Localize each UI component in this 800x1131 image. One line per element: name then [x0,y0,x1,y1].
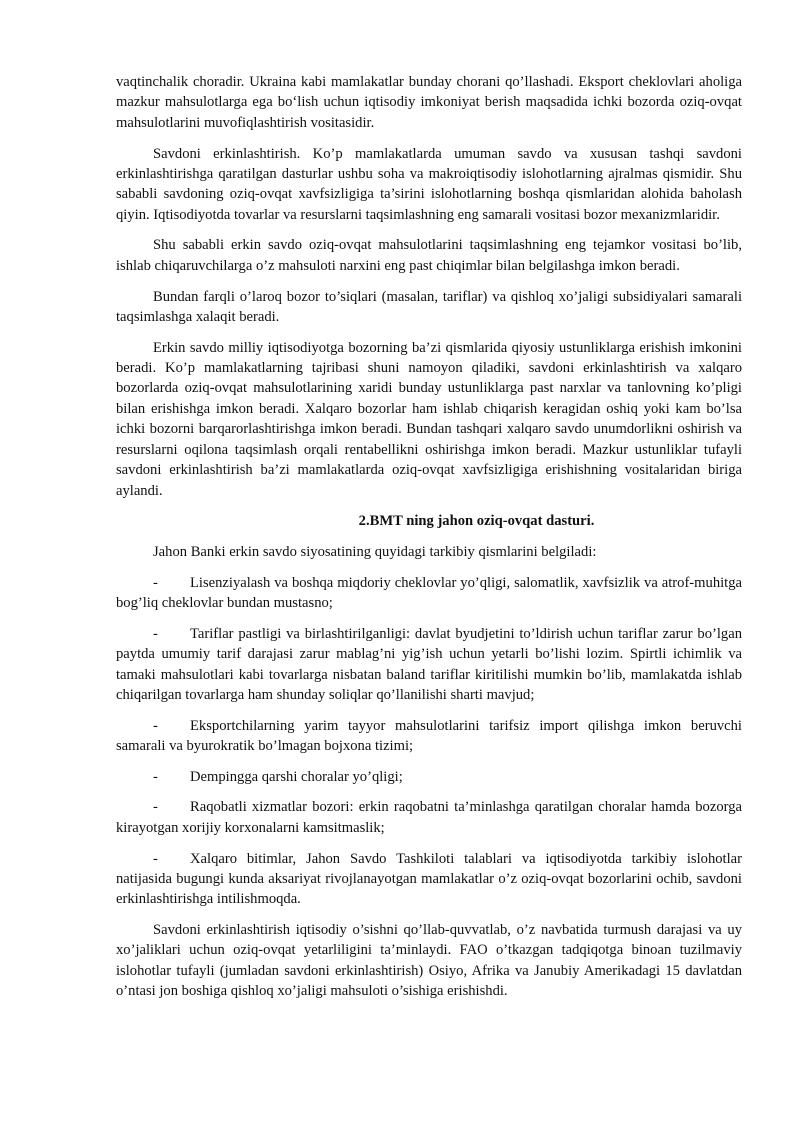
paragraph: Shu sababli erkin savdo oziq-ovqat mahsulotlarini taqsimlashning eng tejamkor vositasi bo’lib, ishlab chiqaruvchilarga o’z mahsuloti narxini eng past chiqimlar bilan belgilashga imkon beradi. [116,237,742,274]
list-item-text: Tariflar pastligi va birlashtirilganligi: davlat byudjetini to’ldirish uchun tariflar zarur bo’lgan paytda umumiy tarif darajasi zarur mablag’ni yig’ish uchun yetarli bo’lishi lozim. Spirtli ichimlik va tamaki mahsulotlari kabi tovarlarga nisbatan baland tariflar kiritilishi mumkin bo’lib, mamlakatda ishlab chiqarilgan tovarlarga ham shunday soliqlar qo’llanilishi sharti mavjud; [116,625,742,703]
bullet-marker: - [153,850,158,867]
paragraph: Bundan farqli o’laroq bozor to’siqlari (masalan, tariflar) va qishloq xo’jaligi subsidiyalari samarali taqsimlashga xalaqit beradi. [116,288,742,325]
list-item-text: Raqobatli xizmatlar bozori: erkin raqobatni ta’minlashga qaratilgan choralar hamda bozorga kirayotgan xorijiy korxonalarni kamsitmaslik; [116,799,742,836]
list-item [116,573,742,614]
list-item [116,624,742,706]
list-item-text: Lisenziyalash va boshqa miqdoriy cheklovlar yo’qligi, salomatlik, xavfsizlik va atrof-muhitga bog’liq cheklovlar bundan mustasno; [116,574,742,612]
list-item [116,797,742,838]
list-item-text: Dempingga qarshi choralar yo’qligi; [190,768,403,785]
bullet-marker: - [153,768,158,785]
paragraph: Savdoni erkinlashtirish. Ko’p mamlakatlarda umuman savdo va xususan tashqi savdoni erkinlashtirishga qaratilgan dasturlar ushbu soha va makroiqtisodiy islohotlarning ajralmas qismidir. Shu sababli savdoning oziq-ovqat xavfsizligiga ta’sirini islohotlarning boshqa qismlaridan alohida baholash qiyin. Iqtisodiyotda tovarlar va resurslarni taqsimlashning eng samarali vositasi bozor mexanizmlaridir. [116,145,742,223]
bullet-marker: - [153,717,158,734]
section-heading: 2.BMT ning jahon oziq-ovqat dasturi. [358,513,595,530]
list-item [116,716,742,757]
list-item [116,849,742,910]
list-item-text: Eksportchilarning yarim tayyor mahsulotlarini tarifsiz import qilishga imkon beruvchi samarali va byurokratik bo’lmagan bojxona tizimi; [116,717,742,755]
bullet-marker: - [153,799,158,816]
paragraph: vaqtinchalik choradir. Ukraina kabi mamlakatlar bunday chorani qo’llashadi. Eksport cheklovlari aholiga mazkur mahsulotlarga ega bo‘lish uchun iqtisodiy imkoniyat berish maqsadida ichki bozorda oziq-ovqat mahsulotlarini muvofiqlashtirish vositasidir. [116,74,742,131]
paragraph: Erkin savdo milliy iqtisodiyotga bozorning ba’zi qismlarida qiyosiy ustunliklarga erishish imkonini beradi. Ko’p mamlakatlarning tajribasi shuni namoyon qiladiki, savdoni erkinlashtirish va xalqaro bozorlarda oziq-ovqat mahsulotlarining xaridi bunday ustunliklarga past narxlar va tanlovning ko’pligi bilan erishishga imkon beradi. Xalqaro bozorlar ham ishlab chiqarish keragidan oshiq yoki kam bo’lsa ichki bozorni barqarorlashtirishga imkon beradi. Bundan tashqari xalqaro savdo unumdorlikni oshirish va resurslarni oqilona taqsimlash orqali rentabellikni oshirishga imkon beradi. Mazkur ustunliklar tufayli savdoni erkinlashtirish ba’zi mamlakatlarda oziq-ovqat xavfsizligiga erishishning vositalaridan biriga aylandi. [116,339,742,499]
document-page [116,72,742,1012]
list-item-text: Xalqaro bitimlar, Jahon Savdo Tashkiloti talablari va iqtisodiyotda tarkibiy islohotlar natijasida bugungi kunda aksariyat rivojlanayotgan mamlakatlar o’z oziq-ovqat bozorlarini ochib, savdoni erkinlashtirishga intilishmoqda. [116,850,742,908]
paragraph: Savdoni erkinlashtirish iqtisodiy o’sishni qo’llab-quvvatlab, o’z navbatida turmush darajasi va uy xo’jaliklari uchun oziq-ovqat yetarliligini ta’minlaydi. FAO o’tkazgan tadqiqotga binoan tuzilmaviy islohotlar tufayli (jumladan savdoni erkinlashtirish) Osiyo, Afrika va Janubiy Amerikadagi 15 davlatdan o’ntasi jon boshiga qishloq xo’jaligi mahsuloti o’sishiga erishishdi. [116,922,742,1000]
list-intro: Jahon Banki erkin savdo siyosatining quyidagi tarkibiy qismlarini belgiladi: [153,543,597,560]
bullet-marker: - [153,625,158,642]
bullet-marker: - [153,574,158,591]
list-item [116,767,742,787]
